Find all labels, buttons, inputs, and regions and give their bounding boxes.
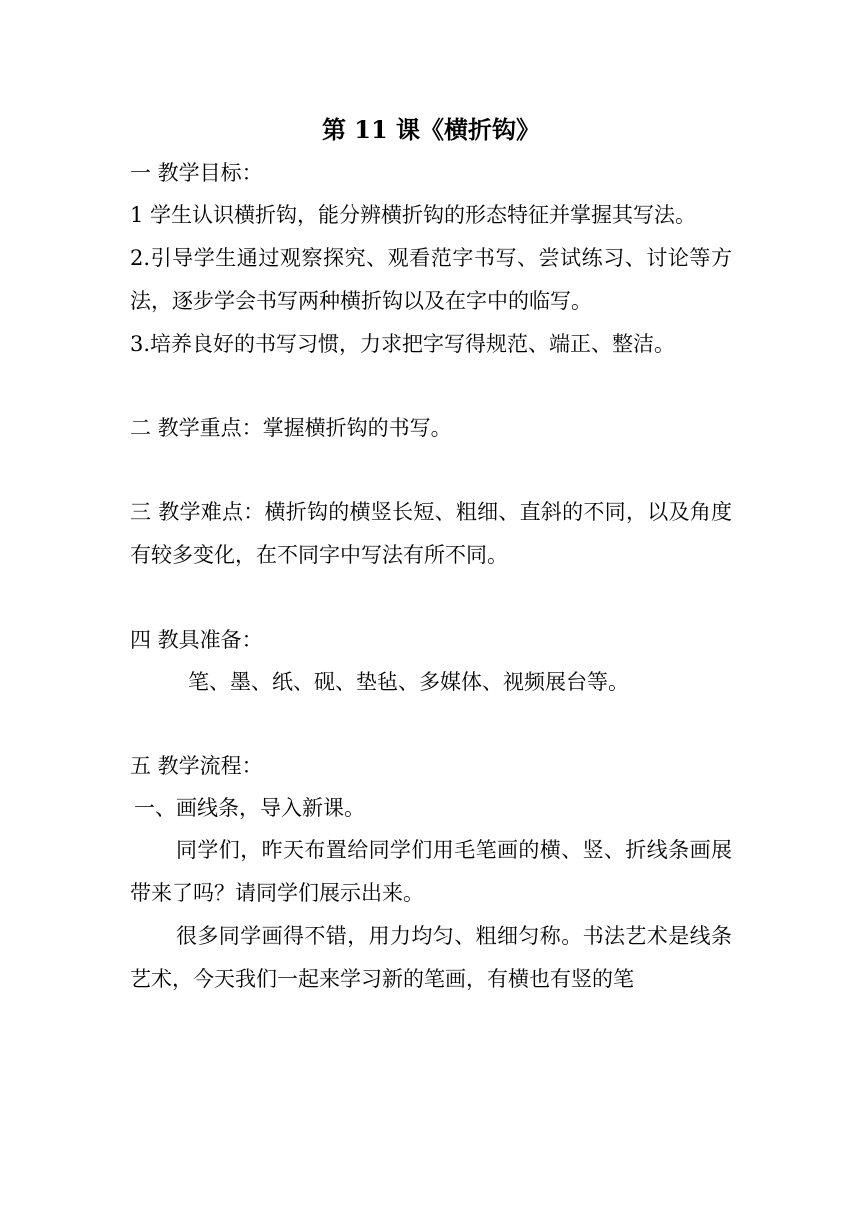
section-difficulties: 三 教学难点：横折钩的横竖长短、粗细、直斜的不同，以及角度有较多变化，在不同字中写法有所不同。 <box>130 500 732 567</box>
lesson-title: 第 11 课《横折钩》 <box>321 115 541 144</box>
spacer <box>130 449 732 491</box>
document-page <box>130 108 732 1001</box>
spacer <box>130 577 732 619</box>
process-paragraph-2: 很多同学画得不错，用力均匀、粗细匀称。书法艺术是线条艺术，今天我们一起来学习新的笔画，有横也有竖的笔 <box>130 924 732 991</box>
section-key-points: 二 教学重点：掌握横折钩的书写。 <box>130 416 452 440</box>
section-heading-goals: 一 教学目标： <box>130 161 263 185</box>
goal-item-2: 2.引导学生通过观察探究、观看范字书写、尝试练习、讨论等方法，逐步学会书写两种横折钩以及在字中的临写。 <box>130 246 732 313</box>
process-paragraph-1: 同学们，昨天布置给同学们用毛笔画的横、竖、折线条画展带来了吗？请同学们展示出来。 <box>130 838 732 905</box>
section-heading-materials: 四 教具准备： <box>130 628 263 652</box>
materials-list: 笔、墨、纸、砚、垫毡、多媒体、视频展台等。 <box>188 670 629 694</box>
goal-item-1: 1 学生认识横折钩，能分辨横折钩的形态特征并掌握其写法。 <box>130 203 697 227</box>
spacer <box>130 703 732 745</box>
section-heading-process: 五 教学流程： <box>130 754 263 778</box>
process-step-1: 一、画线条，导入新课。 <box>134 796 365 820</box>
goal-item-3: 3.培养良好的书写习惯，力求把字写得规范、端正、整洁。 <box>130 332 676 356</box>
spacer <box>130 365 732 407</box>
